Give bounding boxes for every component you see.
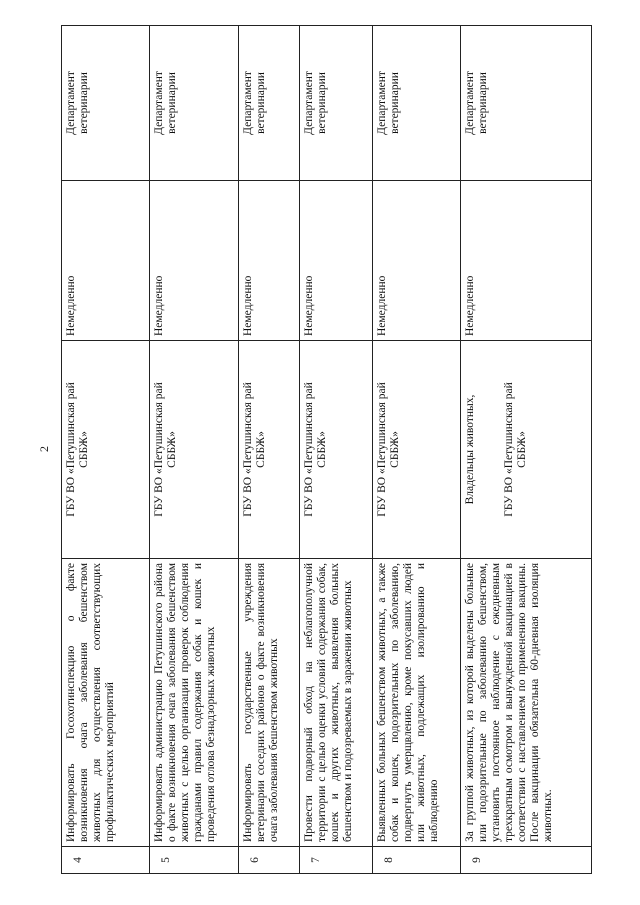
row-number: 9 — [461, 847, 592, 874]
table-row — [62, 26, 150, 874]
executor-cell — [62, 341, 150, 559]
control-line: Департамент — [464, 71, 476, 135]
row-number: 6 — [239, 847, 300, 874]
term-cell: Немедленно — [373, 181, 461, 341]
page-number: 2 — [37, 446, 51, 452]
control-line: ветеринарии — [255, 72, 267, 134]
executor-cell — [300, 341, 373, 559]
executor-cell — [150, 341, 239, 559]
rotated-table-frame — [61, 26, 591, 874]
executor-cell — [373, 341, 461, 559]
control-line: Департамент — [65, 71, 77, 135]
table-row — [300, 26, 373, 874]
executor-line: ГБУ ВО «Петушинская рай — [65, 382, 77, 517]
action-cell: Выявленных больных бешенством животных, а также собак и кошек, подозрительных по заболеванию, подвергнуть умерщвлению, кроме покусавших людей или животных, подлежащих изолированию и наблюдению — [373, 559, 461, 847]
row-number: 4 — [62, 847, 150, 874]
measures-table — [61, 25, 592, 874]
control-line: ветеринарии — [389, 72, 401, 134]
control-line: Департамент — [303, 71, 315, 135]
control-cell — [239, 26, 300, 181]
executor-line: СББЖ» — [316, 431, 328, 468]
action-cell: За группой животных, из которой выделены больные или подозрительные по заболеванию бешенством, установить постоянное наблюдение с ежедневным трехкратным осмотром и вынужденной вакцинацией в соответствии с наставлением по применению вакцины. После вакцинации обязательна 60-дневная изоляция животных. — [461, 559, 592, 847]
executor-line: ГБУ ВО «Петушинская рай — [303, 382, 315, 517]
term-cell: Немедленно — [150, 181, 239, 341]
control-cell — [373, 26, 461, 181]
control-line: Департамент — [242, 71, 254, 135]
row-number: 7 — [300, 847, 373, 874]
control-line: ветеринарии — [166, 72, 178, 134]
executor-cell — [239, 341, 300, 559]
row-number: 8 — [373, 847, 461, 874]
table-row — [373, 26, 461, 874]
action-cell: Информировать Госохотинспекцию о факте возникновения очага заболевания бешенством животных для осуществления соответствующих профилактических мероприятий — [62, 559, 150, 847]
executor-line: СББЖ» — [389, 431, 401, 468]
control-cell — [62, 26, 150, 181]
term-cell: Немедленно — [62, 181, 150, 341]
executor-line: СББЖ» — [166, 431, 178, 468]
action-cell: Информировать государственные учреждения ветеринарии соседних районов о факте возникновения очага заболевания бешенством животных — [239, 559, 300, 847]
control-cell — [150, 26, 239, 181]
control-cell — [300, 26, 373, 181]
action-cell: Провести подворный обход на неблагополучной территории с целью оценки условий содержания собак, кошек и других животных, выявления больных бешенством и подозреваемых в заражении животных — [300, 559, 373, 847]
control-line: ветеринарии — [477, 72, 489, 134]
executor-line: СББЖ» — [255, 431, 267, 468]
executor-line: СББЖ» — [516, 431, 528, 468]
executor-line: ГБУ ВО «Петушинская рай — [503, 382, 515, 517]
row-number: 5 — [150, 847, 239, 874]
executor-line: ГБУ ВО «Петушинская рай — [153, 382, 165, 517]
control-cell — [461, 26, 592, 181]
term-cell: Немедленно — [461, 181, 592, 341]
executor-line: ГБУ ВО «Петушинская рай — [242, 382, 254, 517]
table-row — [150, 26, 239, 874]
executor-owners: Владельцы животных, — [464, 394, 476, 505]
executor-line: СББЖ» — [78, 431, 90, 468]
term-cell: Немедленно — [239, 181, 300, 341]
control-line: ветеринарии — [78, 72, 90, 134]
control-line: ветеринарии — [316, 72, 328, 134]
executor-cell — [461, 341, 592, 559]
action-cell: Информировать администрацию Петушинского района о факте возникновения очага заболевания бешенством животных с целью организации проверок соблюдения гражданами правил содержания собак и кошек и проведения отлова безнадзорных животных — [150, 559, 239, 847]
executor-line: ГБУ ВО «Петушинская рай — [376, 382, 388, 517]
control-line: Департамент — [376, 71, 388, 135]
table-row — [239, 26, 300, 874]
control-line: Департамент — [153, 71, 165, 135]
term-cell: Немедленно — [300, 181, 373, 341]
table-row — [461, 26, 592, 874]
